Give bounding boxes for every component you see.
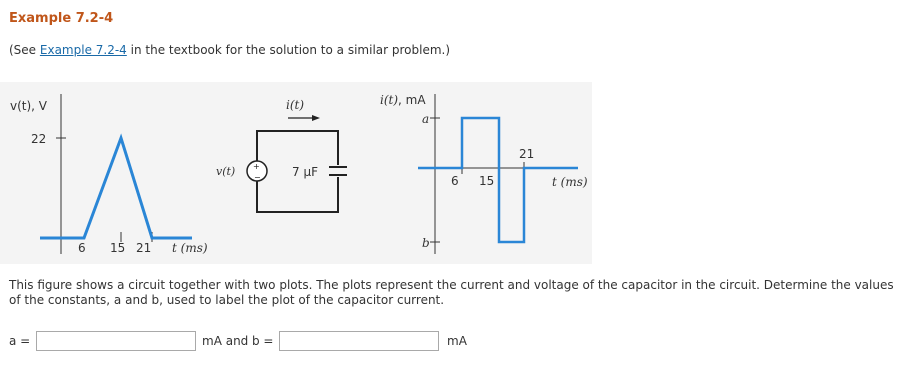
source-minus-sign: −	[254, 173, 261, 182]
example-title: Example 7.2-4	[9, 11, 114, 26]
current-xlabel: t (ms)	[552, 175, 588, 189]
voltage-tick-label-6: 6	[78, 241, 86, 255]
current-a-label: a	[422, 112, 430, 126]
voltage-tick-label-15: 15	[110, 241, 126, 255]
see-prefix: (See	[9, 43, 40, 57]
current-arrow-label: i(t)	[286, 98, 305, 112]
voltage-peak-label: 22	[31, 132, 47, 146]
current-ylabel-func: i(t)	[380, 93, 399, 107]
current-tick-label-21: 21	[519, 147, 535, 161]
current-tick-label-15: 15	[479, 174, 495, 188]
current-ylabel	[380, 93, 426, 107]
current-tick-label-6: 6	[451, 174, 459, 188]
answer-row	[0, 330, 913, 354]
see-note	[9, 43, 450, 57]
a-unit-label: mA and	[202, 334, 249, 348]
figure	[0, 82, 600, 264]
voltage-xlabel: t (ms)	[172, 241, 208, 255]
current-ylabel-unit: , mA	[398, 93, 426, 107]
example-link[interactable]: Example 7.2-4	[39, 43, 127, 57]
b-unit-label: mA	[447, 334, 467, 348]
current-b-label: b	[422, 236, 430, 250]
b-label: b =	[252, 334, 274, 348]
problem-description: This figure shows a circuit together with two plots. The plots represent the current and voltage of the capacitor in the circuit. Determine the values of the constants, a and b, used to label the plot of the capacitor current.	[9, 278, 894, 307]
voltage-ylabel: v(t), V	[10, 99, 48, 113]
a-label: a =	[9, 334, 31, 348]
b-input[interactable]	[279, 331, 439, 351]
see-suffix: in the textbook for the solution to a similar problem.)	[126, 43, 451, 57]
source-plus-sign: +	[253, 162, 260, 171]
source-label: v(t)	[216, 165, 236, 178]
a-input[interactable]	[36, 331, 196, 351]
voltage-tick-label-21: 21	[136, 241, 152, 255]
capacitor-label: 7 μF	[292, 165, 318, 179]
